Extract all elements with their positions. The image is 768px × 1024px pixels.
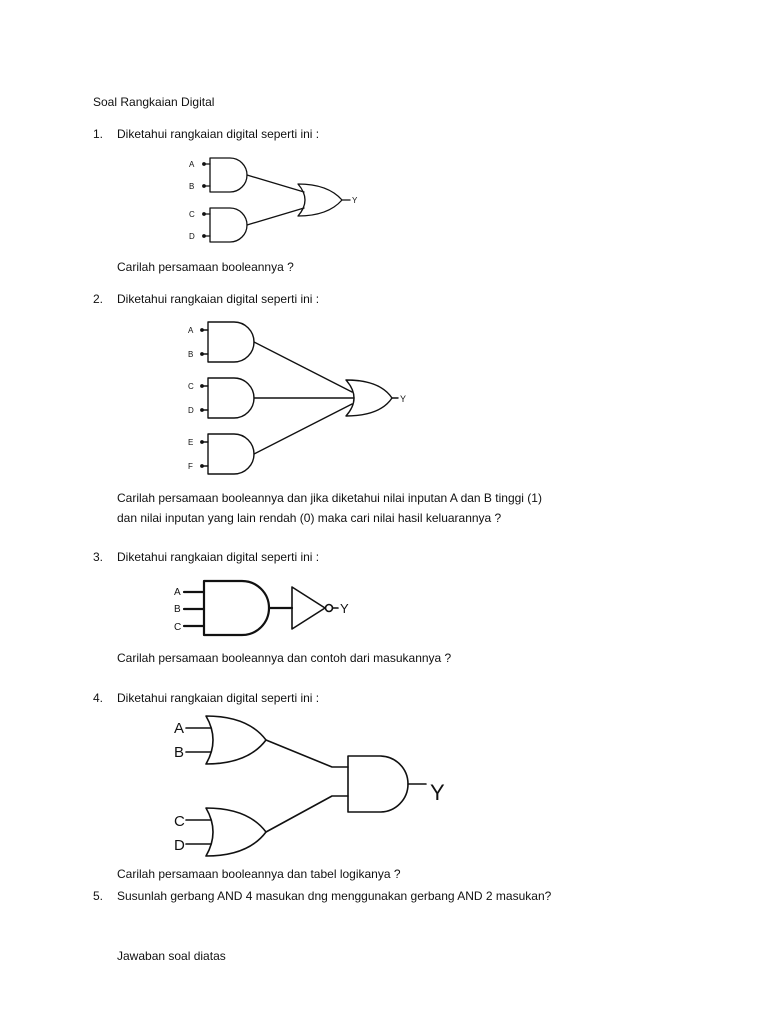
- q3-input-b: B: [174, 604, 181, 615]
- q1-output-y: Y: [352, 196, 358, 205]
- q4-input-c: C: [174, 813, 185, 830]
- q3-input-c: C: [174, 622, 182, 633]
- question-5-text: Susunlah gerbang AND 4 masukan dng menggunakan gerbang AND 2 masukan?: [117, 889, 552, 903]
- q2-output-y: Y: [400, 394, 407, 404]
- question-1-circuit-diagram: [180, 150, 380, 250]
- q4-and-gate: [348, 756, 408, 812]
- q1-and-gate-top: [210, 158, 247, 192]
- q1-input-a: A: [189, 160, 195, 169]
- q2-and-gate-3: [208, 434, 254, 474]
- q2-input-d: D: [188, 406, 194, 415]
- q4-output-y: Y: [430, 780, 445, 805]
- q2-input-b: B: [188, 350, 194, 359]
- q2-input-f: F: [188, 462, 193, 471]
- question-2-text: Diketahui rangkaian digital seperti ini :: [117, 292, 320, 306]
- q4-or-gate-top: [206, 716, 266, 764]
- q1-input-d: D: [189, 232, 195, 241]
- q4-input-b: B: [174, 744, 185, 761]
- question-2-prompt-line-2: dan nilai inputan yang lain rendah (0) maka cari nilai hasil keluarannya ?: [117, 511, 502, 525]
- q4-input-d: D: [174, 837, 185, 854]
- question-3-text: Diketahui rangkaian digital seperti ini :: [117, 550, 320, 564]
- q3-not-gate: [292, 587, 325, 629]
- question-3-prompt: Carilah persamaan booleannya dan contoh dari masukannya ?: [117, 651, 452, 665]
- document-title: Soal Rangkaian Digital: [93, 95, 215, 109]
- q3-inversion-bubble: [326, 605, 333, 612]
- q2-input-c: C: [188, 382, 194, 391]
- q3-output-y: Y: [340, 601, 349, 616]
- question-1-prompt: Carilah persamaan booleannya ?: [117, 260, 294, 274]
- q1-or-gate: [298, 184, 342, 216]
- answer-heading: Jawaban soal diatas: [117, 949, 226, 963]
- q2-input-e: E: [188, 438, 194, 447]
- question-4-number: 4.: [93, 691, 104, 705]
- question-3-circuit-diagram: [170, 575, 370, 641]
- question-5-number: 5.: [93, 889, 104, 903]
- question-2-number: 2.: [93, 292, 104, 306]
- q2-and-gate-1: [208, 322, 254, 362]
- q1-and-gate-bottom: [210, 208, 247, 242]
- q4-input-a: A: [174, 720, 185, 737]
- question-3-number: 3.: [93, 550, 104, 564]
- question-2-prompt-line-1: Carilah persamaan booleannya dan jika diketahui nilai inputan A dan B tinggi (1): [117, 491, 542, 505]
- question-4-text: Diketahui rangkaian digital seperti ini :: [117, 691, 320, 705]
- question-4-prompt: Carilah persamaan booleannya dan tabel logikanya ?: [117, 867, 401, 881]
- question-1-number: 1.: [93, 127, 104, 141]
- q3-and-gate: [204, 581, 269, 635]
- q2-and-gate-2: [208, 378, 254, 418]
- q3-input-a: A: [174, 587, 181, 598]
- q4-or-gate-bottom: [206, 808, 266, 856]
- q1-input-c: C: [189, 210, 195, 219]
- question-1-text: Diketahui rangkaian digital seperti ini :: [117, 127, 320, 141]
- question-2-circuit-diagram: [180, 318, 420, 478]
- q2-input-a: A: [188, 326, 194, 335]
- q1-input-b: B: [189, 182, 195, 191]
- question-4-circuit-diagram: [170, 712, 460, 860]
